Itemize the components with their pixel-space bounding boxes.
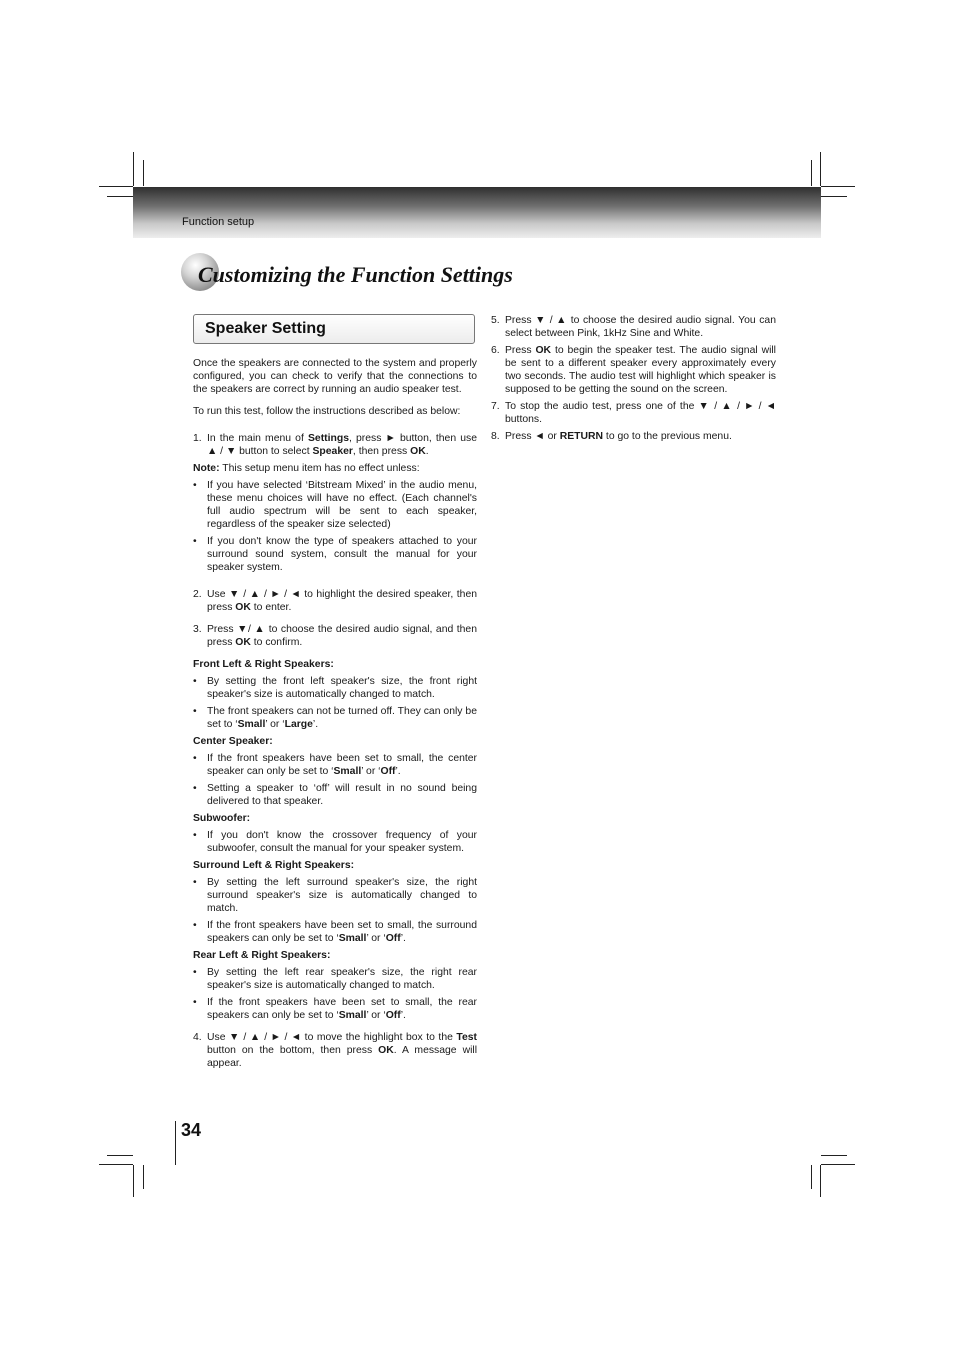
rear-speakers-heading: Rear Left & Right Speakers:	[193, 950, 331, 961]
note: Note: This setup menu item has no effect unless:	[193, 463, 420, 474]
section-label: Function setup	[182, 216, 255, 228]
page-title: Customizing the Function Settings	[198, 262, 513, 287]
step-8: 8. Press ◄ or RETURN to go to the previous menu.	[491, 431, 732, 442]
subheading-box	[193, 314, 475, 344]
page-number: 34	[181, 1120, 202, 1140]
crop-mark	[821, 1164, 855, 1165]
step-3: 3. Press ▼/ ▲ to choose the desired audio signal, and then press OK to confirm.	[193, 624, 477, 648]
crop-mark	[99, 186, 133, 187]
list-item: • By setting the left rear speaker's size, the right rear speaker's size is automatically changed to match.	[193, 967, 477, 991]
step-5: 5. Press ▼ / ▲ to choose the desired audio signal. You can select between Pink, 1kHz Sine and White.	[491, 315, 776, 339]
subwoofer-heading: Subwoofer:	[193, 813, 251, 824]
step-4: 4. Use ▼ / ▲ / ► / ◄ to move the highlight box to the Test button on the bottom, then press OK. A message will appear.	[193, 1032, 477, 1069]
center-speaker-heading: Center Speaker:	[193, 736, 273, 747]
crop-mark	[821, 186, 855, 187]
list-item: • The front speakers can not be turned off. They can only be set to ‘Small’ or ‘Large’.	[193, 706, 477, 730]
left-column	[193, 357, 477, 1070]
list-item: • By setting the left surround speaker's size, the right surround speaker's size is automatically changed to match.	[193, 877, 477, 914]
intro-paragraph: Once the speakers are connected to the system and properly configured, you can check to verify that the connections to the speakers are correct by running an audio speaker test.	[193, 358, 477, 395]
list-item: • If you have selected ‘Bitstream Mixed’ in the audio menu, these menu choices will have no effect. (Each channel's full audio spectrum will be sent to each speaker, regardless of the speaker size selected)	[193, 480, 477, 530]
page-number-rule	[175, 1121, 176, 1165]
crop-mark	[133, 1165, 134, 1197]
step-7: 7. To stop the audio test, press one of the ▼ / ▲ / ► / ◄ buttons.	[491, 401, 776, 425]
crop-mark	[107, 1155, 133, 1156]
crop-mark	[821, 196, 847, 197]
step-2: 2. Use ▼ / ▲ / ► / ◄ to highlight the desired speaker, then press OK to enter.	[193, 589, 477, 613]
instruction-paragraph: To run this test, follow the instructions described as below:	[193, 406, 461, 417]
header-band	[133, 187, 821, 238]
list-item: • If the front speakers have been set to small, the rear speakers can only be set to ‘Small’ or ‘Off’.	[193, 997, 477, 1021]
subheading-text: Speaker Setting	[205, 320, 326, 337]
list-item: • By setting the front left speaker's size, the front right speaker's size is automatically changed to match.	[193, 676, 477, 700]
crop-mark	[143, 1165, 144, 1189]
crop-mark	[107, 196, 133, 197]
crop-mark	[811, 1165, 812, 1189]
crop-mark	[820, 1165, 821, 1197]
list-item: • If you don't know the crossover frequency of your subwoofer, consult the manual for your speaker system.	[193, 830, 477, 854]
crop-mark	[133, 152, 134, 186]
step-1: 1. In the main menu of Settings, press ► button, then use ▲ / ▼ button to select Speaker, then press OK.	[193, 433, 477, 457]
crop-mark	[820, 152, 821, 186]
step-6: 6. Press OK to begin the speaker test. The audio signal will be sent to a different speaker every approximately every two seconds. The audio test will highlight which speaker is supposed to be getting the sound on the screen.	[491, 345, 776, 395]
crop-mark	[143, 160, 144, 186]
front-speakers-heading: Front Left & Right Speakers:	[193, 659, 334, 670]
list-item: • If you don't know the type of speakers attached to your surround sound system, consult the manual for your speaker system.	[193, 536, 477, 573]
list-item: • If the front speakers have been set to small, the surround speakers can only be set to ‘Small’ or ‘Off’.	[193, 920, 477, 944]
right-column	[491, 314, 776, 443]
surround-speakers-heading: Surround Left & Right Speakers:	[193, 860, 355, 871]
list-item: • If the front speakers have been set to small, the center speaker can only be set to ‘Small’ or ‘Off’.	[193, 753, 477, 777]
list-item: • Setting a speaker to ‘off’ will result in no sound being delivered to that speaker.	[193, 783, 477, 807]
crop-mark	[99, 1164, 133, 1165]
crop-mark	[811, 160, 812, 186]
crop-mark	[821, 1155, 847, 1156]
